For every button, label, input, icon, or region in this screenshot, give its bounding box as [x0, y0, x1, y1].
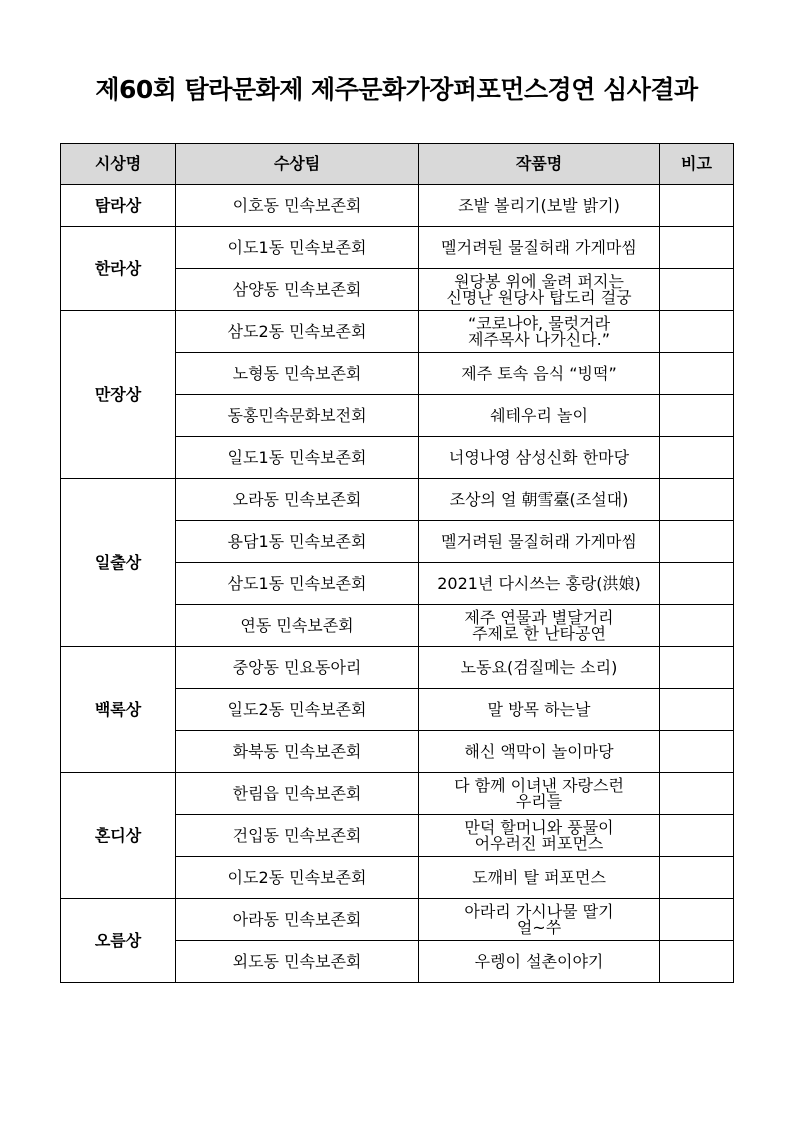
work-title-line: 쉐테우리 놀이: [490, 405, 588, 425]
note-cell: [660, 731, 734, 773]
note-cell: [660, 689, 734, 731]
team-name: 이도1동 민속보존회: [176, 227, 419, 269]
work-title-line: 제주 연물과 별달거리: [464, 607, 614, 627]
table-row: [61, 311, 734, 353]
team-name: 이도2동 민속보존회: [176, 857, 419, 899]
note-cell: [660, 941, 734, 983]
work-title-line: 말 방목 하는날: [487, 699, 591, 719]
work-title: [419, 521, 660, 563]
team-name: 삼도1동 민속보존회: [176, 563, 419, 605]
work-title-line: 해신 액막이 놀이마당: [464, 741, 614, 761]
work-title-line: 너영나영 삼성신화 한마당: [448, 447, 630, 467]
work-title-line: 제주목사 나가신다.”: [467, 329, 611, 349]
work-title-line: 멜거려둰 물질허래 가게마씸: [441, 531, 637, 551]
work-title-line: 도깨비 탈 퍼포먼스: [472, 867, 606, 887]
work-title-line: 신명난 원당사 탑도리 걸궁: [446, 287, 632, 307]
note-cell: [660, 353, 734, 395]
table-row: [61, 647, 734, 689]
work-title: [419, 563, 660, 605]
work-title: [419, 731, 660, 773]
note-cell: [660, 647, 734, 689]
award-name: 한라상: [61, 227, 176, 311]
award-name: 백록상: [61, 647, 176, 773]
work-title: [419, 437, 660, 479]
note-cell: [660, 563, 734, 605]
work-title-line: 얼~쑤: [516, 917, 562, 937]
team-name: 삼도2동 민속보존회: [176, 311, 419, 353]
team-name: 동홍민속문화보전회: [176, 395, 419, 437]
note-cell: [660, 521, 734, 563]
note-cell: [660, 227, 734, 269]
page-title: 제60회 탐라문화제 제주문화가장퍼포먼스경연 심사결과: [95, 75, 698, 104]
work-title: [419, 941, 660, 983]
work-title-line: 제주 토속 음식 “빙떡”: [461, 363, 617, 383]
note-cell: [660, 269, 734, 311]
team-name: 연동 민속보존회: [176, 605, 419, 647]
award-name: 혼디상: [61, 773, 176, 899]
team-name: 일도1동 민속보존회: [176, 437, 419, 479]
work-title: [419, 185, 660, 227]
header-team: 수상팀: [176, 144, 419, 185]
work-title: [419, 353, 660, 395]
note-cell: [660, 857, 734, 899]
work-title-line: “코로나야, 물럿거라: [467, 313, 611, 333]
work-title-line: 어우러진 퍼포먼스: [474, 833, 604, 853]
results-table: [60, 143, 734, 983]
work-title: [419, 311, 660, 353]
work-title: [419, 773, 660, 815]
results-body: [61, 185, 734, 983]
header-note: 비고: [660, 144, 734, 185]
table-header-row: [61, 144, 734, 185]
note-cell: [660, 311, 734, 353]
work-title-line: 조상의 얼 朝雪臺(조설대): [449, 489, 629, 509]
work-title-line: 원당봉 위에 울려 퍼지는: [454, 271, 624, 291]
work-title-line: 만덕 할머니와 풍물이: [464, 817, 614, 837]
note-cell: [660, 899, 734, 941]
note-cell: [660, 773, 734, 815]
work-title-line: 멜거려둰 물질허래 가게마씸: [441, 237, 637, 257]
team-name: 화북동 민속보존회: [176, 731, 419, 773]
team-name: 노형동 민속보존회: [176, 353, 419, 395]
note-cell: [660, 479, 734, 521]
note-cell: [660, 605, 734, 647]
work-title-line: 아라리 가시나물 딸기: [464, 901, 614, 921]
work-title: [419, 479, 660, 521]
table-row: [61, 479, 734, 521]
team-name: 건입동 민속보존회: [176, 815, 419, 857]
work-title-line: 우렝이 설촌이야기: [474, 951, 604, 971]
note-cell: [660, 395, 734, 437]
team-name: 아라동 민속보존회: [176, 899, 419, 941]
team-name: 용담1동 민속보존회: [176, 521, 419, 563]
note-cell: [660, 815, 734, 857]
team-name: 외도동 민속보존회: [176, 941, 419, 983]
header-work: 작품명: [419, 144, 660, 185]
team-name: 오라동 민속보존회: [176, 479, 419, 521]
team-name: 일도2동 민속보존회: [176, 689, 419, 731]
award-name: 탐라상: [61, 185, 176, 227]
table-row: [61, 899, 734, 941]
work-title-line: 조밭 볼리기(보발 밝기): [458, 195, 620, 215]
work-title: [419, 605, 660, 647]
header-award: 시상명: [61, 144, 176, 185]
work-title: [419, 227, 660, 269]
work-title: [419, 647, 660, 689]
award-name: 오름상: [61, 899, 176, 983]
work-title: [419, 857, 660, 899]
team-name: 이호동 민속보존회: [176, 185, 419, 227]
award-name: 만장상: [61, 311, 176, 479]
work-title: [419, 815, 660, 857]
work-title-line: 우리들: [515, 791, 563, 811]
work-title-line: 노동요(검질메는 소리): [460, 657, 618, 677]
award-name: 일출상: [61, 479, 176, 647]
work-title: [419, 899, 660, 941]
work-title: [419, 395, 660, 437]
table-row: [61, 227, 734, 269]
team-name: 삼양동 민속보존회: [176, 269, 419, 311]
team-name: 중앙동 민요동아리: [176, 647, 419, 689]
table-row: [61, 773, 734, 815]
work-title: [419, 689, 660, 731]
work-title: [419, 269, 660, 311]
work-title-line: 주제로 한 난타공연: [472, 623, 606, 643]
note-cell: [660, 185, 734, 227]
work-title-line: 2021년 다시쓰는 홍랑(洪娘): [437, 573, 641, 593]
note-cell: [660, 437, 734, 479]
team-name: 한림읍 민속보존회: [176, 773, 419, 815]
table-row: [61, 185, 734, 227]
work-title-line: 다 함께 이녀낸 자랑스런: [454, 775, 624, 795]
